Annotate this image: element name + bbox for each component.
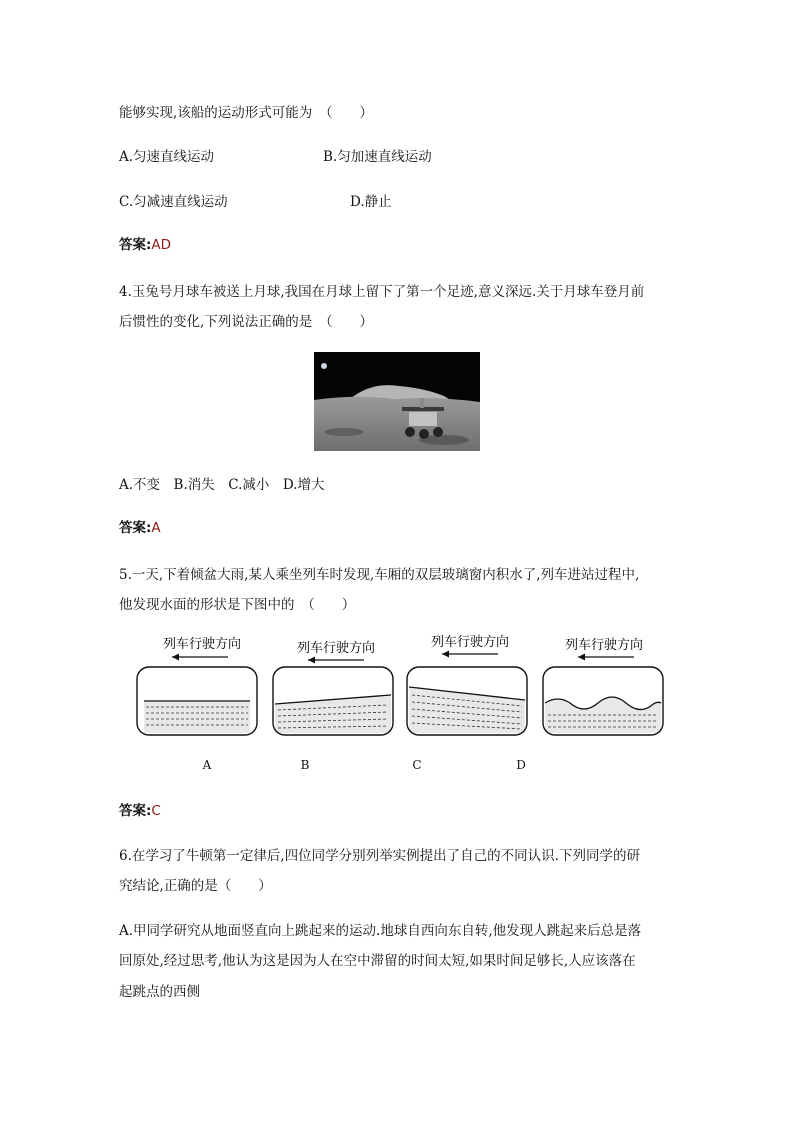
q5-stem-line1: 5.一天,下着倾盆大雨,某人乘坐列车时发现,车厢的双层玻璃窗内积水了,列车进站过程中, <box>119 567 640 583</box>
q6-option-a-line2: 回原处,经过思考,他认为这是因为人在空中滞留的时间太短,如果时间足够长,人应该落在 <box>119 953 636 969</box>
q4-answer <box>119 519 161 537</box>
figure-label-b: B <box>300 758 310 772</box>
q5-stem-line2: 他发现水面的形状是下图中的 （ ） <box>119 597 356 613</box>
answer-value: A <box>151 520 161 536</box>
q3-option-c: C.匀减速直线运动 <box>119 194 228 210</box>
answer-label: 答案: <box>119 520 152 536</box>
direction-caption: 列车行驶方向 <box>430 635 510 650</box>
direction-caption: 列车行驶方向 <box>564 638 644 653</box>
q4-stem-line2: 后惯性的变化,下列说法正确的是 （ ） <box>119 314 374 330</box>
direction-caption: 列车行驶方向 <box>162 637 242 652</box>
q3-option-d: D.静止 <box>350 194 392 210</box>
answer-label: 答案: <box>119 237 152 253</box>
q3-answer <box>119 236 171 254</box>
answer-value: C <box>151 803 161 819</box>
q3-option-b: B.匀加速直线运动 <box>323 149 432 165</box>
answer-label: 答案: <box>119 803 152 819</box>
q4-options: A.不变 B.消失 C.减小 D.增大 <box>119 477 325 493</box>
q6-stem-line2: 究结论,正确的是（ ） <box>119 878 272 894</box>
q4-stem-line1: 4.玉兔号月球车被送上月球,我国在月球上留下了第一个足迹,意义深远.关于月球车登月前 <box>119 284 645 300</box>
figure-label-c: C <box>412 758 422 772</box>
figure-label-d: D <box>516 758 526 772</box>
figure-b-tilted-surface <box>270 625 396 740</box>
figure-d-wavy-surface <box>540 625 666 740</box>
answer-value: AD <box>151 237 172 253</box>
direction-caption: 列车行驶方向 <box>296 641 376 656</box>
lunar-rover-photo <box>314 352 480 451</box>
q6-option-a-line1: A.甲同学研究从地面竖直向上跳起来的运动.地球自西向东自转,他发现人跳起来后总是落 <box>119 923 642 939</box>
q6-option-a-line3: 起跳点的西侧 <box>119 984 200 1000</box>
figure-label-a: A <box>202 758 212 772</box>
figure-a-flat-surface <box>134 625 260 740</box>
figure-c-tilted-surface <box>404 625 530 740</box>
q5-answer <box>119 802 161 820</box>
q3-stem-tail: 能够实现,该船的运动形式可能为 （ ） <box>119 105 374 121</box>
q6-stem-line1: 6.在学习了牛顿第一定律后,四位同学分别列举实例提出了自己的不同认识.下列同学的研 <box>119 848 640 864</box>
q3-option-a: A.匀速直线运动 <box>119 149 215 165</box>
